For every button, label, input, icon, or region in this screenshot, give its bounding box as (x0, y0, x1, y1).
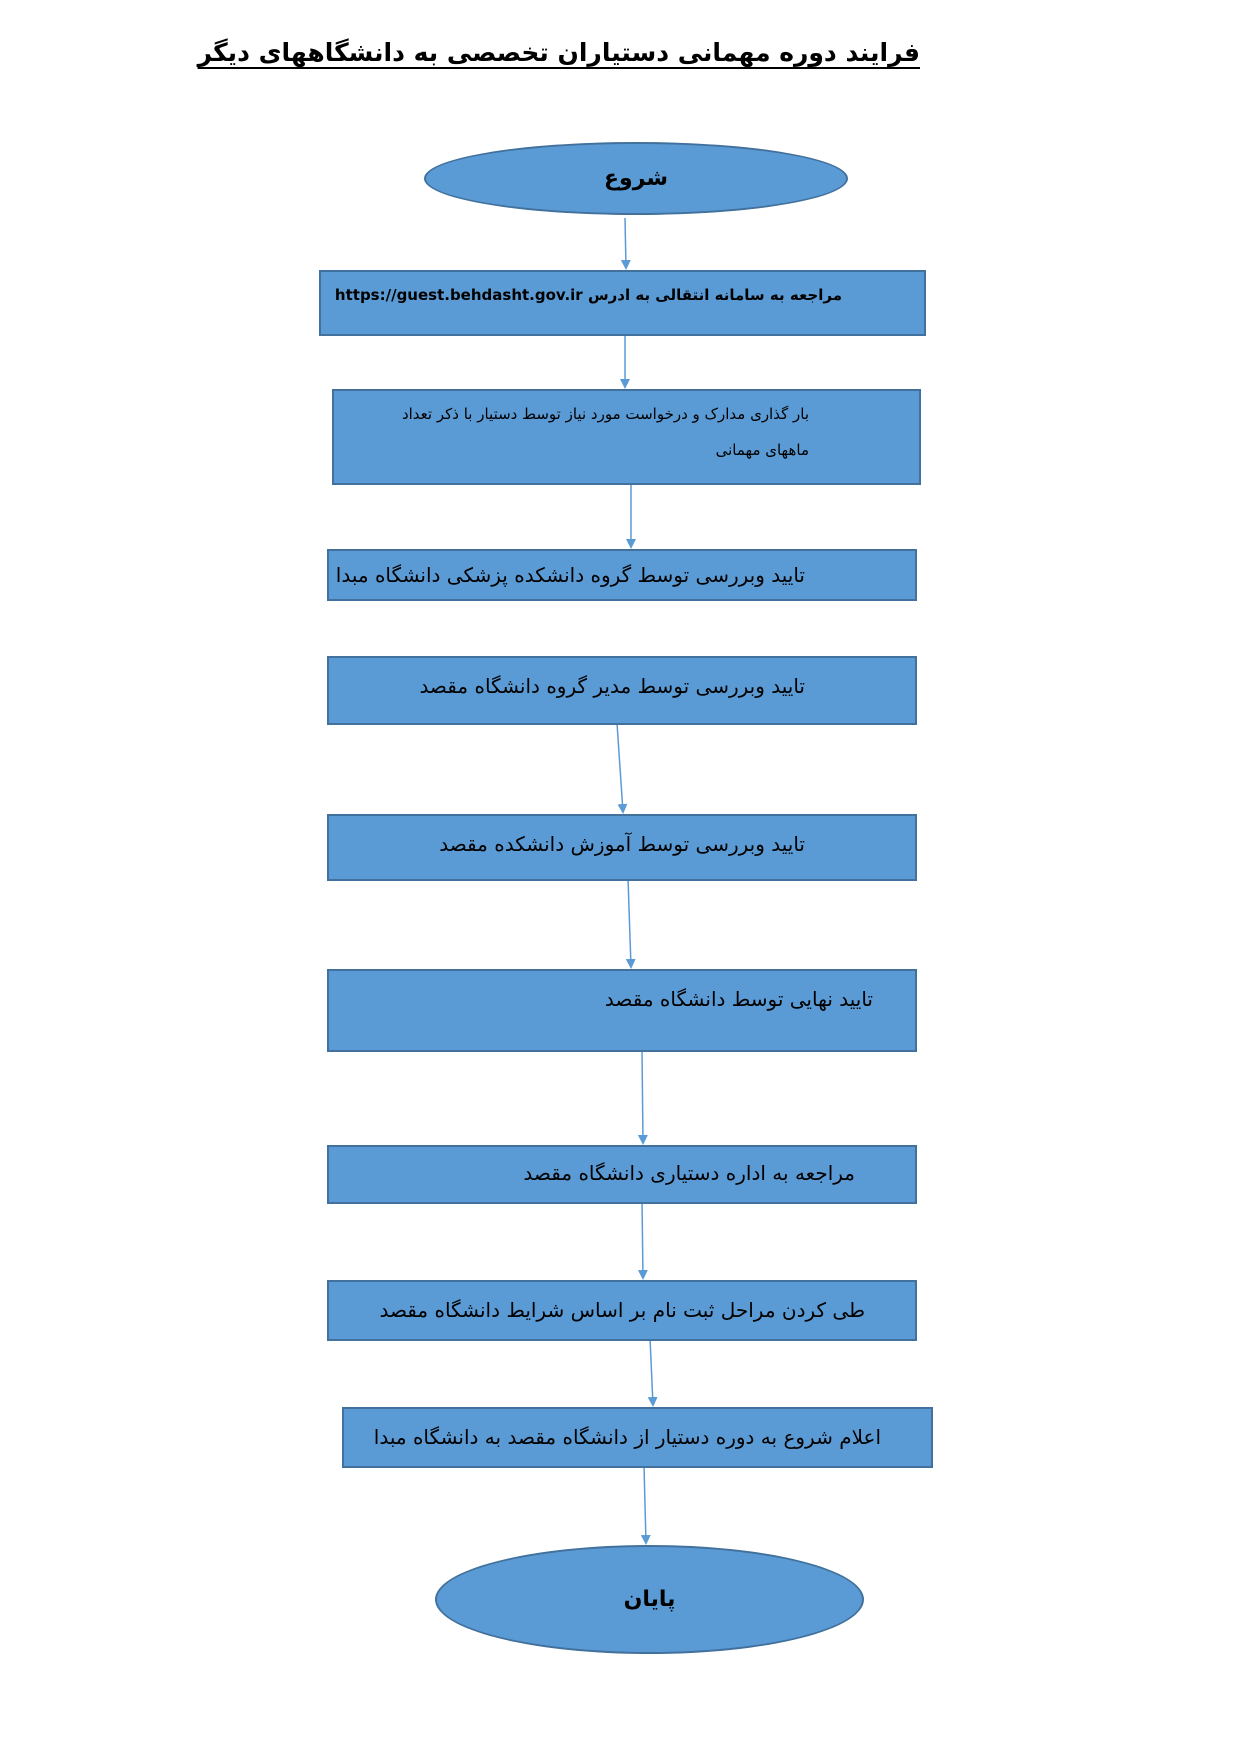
step-7-box (327, 1145, 917, 1204)
arrow-step9-to-end (644, 1466, 646, 1543)
step-8-box (327, 1280, 917, 1341)
step-9-box (342, 1407, 933, 1468)
step-3-label: تایید وبررسی توسط گروه دانشکده پزشکی دانشگاه مبدا (335, 563, 805, 587)
step-7-label: مراجعه به اداره دستیاری دانشگاه مقصد (523, 1161, 855, 1185)
page-title: فرایند دوره مهمانی دستیاران تخصصی به دانشگاههای دیگر (197, 38, 920, 67)
step-2-box (332, 389, 921, 485)
end-label: پایان (623, 1587, 676, 1612)
step-5-label: تایید وبررسی توسط آموزش دانشکده مقصد (439, 832, 805, 856)
step-4-box (327, 656, 917, 725)
step-6-box (327, 969, 917, 1052)
step-9-label: اعلام شروع به دوره دستیار از دانشگاه مقصد به دانشگاه مبدا (373, 1425, 881, 1449)
step-3-box (327, 549, 917, 601)
step-2-line-1: بار گذاری مدارک و درخواست مورد نیاز توسط دستیار با ذکر تعداد (401, 405, 809, 423)
step-2-line-2: ماههای مهمانی (715, 441, 809, 459)
start-node (424, 142, 848, 215)
arrow-step7-to-step8 (642, 1200, 643, 1278)
arrow-start-to-step1 (625, 218, 626, 268)
end-node (435, 1545, 864, 1654)
arrow-step6-to-step7 (642, 1050, 643, 1143)
step-1-text: مراجعه به سامانه انتقالی به ادرس (587, 286, 842, 304)
step-4-label: تایید وبررسی توسط مدیر گروه دانشگاه مقصد (419, 674, 805, 698)
step-6-label: تایید نهایی توسط دانشگاه مقصد (604, 987, 873, 1011)
step-1-box (319, 270, 926, 336)
arrow-step8-to-step9 (650, 1338, 653, 1405)
arrow-step4-to-step5 (617, 723, 623, 812)
step-8-label: طی کردن مراحل ثبت نام بر اساس شرایط دانشگاه مقصد (379, 1298, 865, 1322)
start-label: شروع (603, 166, 669, 191)
step-1-url: https://guest.behdasht.gov.ir (334, 286, 583, 304)
arrow-step5-to-step6 (628, 878, 631, 967)
step-5-box (327, 814, 917, 881)
step-1-label (335, 286, 842, 304)
